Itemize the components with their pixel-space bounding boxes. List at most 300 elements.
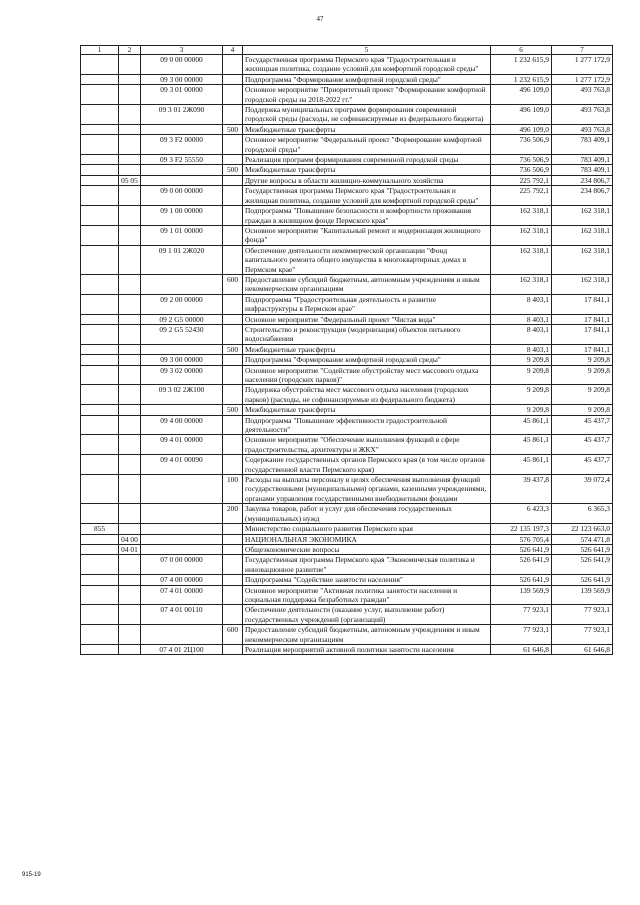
item-name-cell: Межбюджетные трансферты	[243, 405, 491, 415]
expense-type-code-cell	[223, 534, 243, 544]
header-cell-6: 6	[491, 46, 552, 55]
target-article-code-cell: 09 3 02 00000	[141, 365, 223, 385]
expense-type-code-cell	[223, 415, 243, 435]
amount-year-1-cell: 1 232 615,9	[491, 55, 552, 75]
amount-year-2-cell: 526 641,9	[552, 555, 613, 575]
expense-type-code-cell: 100	[223, 475, 243, 504]
amount-year-2-cell: 17 841,1	[552, 294, 613, 314]
table-row	[81, 314, 613, 324]
target-article-code-cell: 09 1 01 2Ж020	[141, 245, 223, 274]
target-article-code-cell: 07 0 00 00000	[141, 555, 223, 575]
section-code-cell	[119, 225, 141, 245]
table-row	[81, 55, 613, 75]
expense-type-code-cell: 500	[223, 405, 243, 415]
header-cell-2: 2	[119, 46, 141, 55]
expense-type-code-cell	[223, 455, 243, 475]
amount-year-1-cell: 162 318,1	[491, 245, 552, 274]
item-name-cell: Государственная программа Пермского края "Градостроительная и жилищная политика, создание условий для комфортной городской среды"	[243, 186, 491, 206]
target-article-code-cell	[141, 524, 223, 534]
target-article-code-cell	[141, 175, 223, 185]
target-article-code-cell: 09 4 01 00090	[141, 455, 223, 475]
table-row	[81, 504, 613, 524]
table-header-row	[81, 46, 613, 55]
amount-year-1-cell: 496 109,0	[491, 105, 552, 125]
vedomstvo-code-cell	[81, 575, 119, 585]
section-code-cell	[119, 435, 141, 455]
header-cell-1: 1	[81, 46, 119, 55]
vedomstvo-code-cell	[81, 544, 119, 554]
item-name-cell: Закупка товаров, работ и услуг для обеспечения государственных (муниципальных) нужд	[243, 504, 491, 524]
amount-year-1-cell: 225 792,1	[491, 175, 552, 185]
section-code-cell	[119, 274, 141, 294]
expense-type-code-cell	[223, 105, 243, 125]
expense-type-code-cell	[223, 385, 243, 405]
amount-year-1-cell: 526 641,9	[491, 544, 552, 554]
target-article-code-cell: 09 3 F2 55550	[141, 155, 223, 165]
item-name-cell: Подпрограмма "Содействие занятости населения"	[243, 575, 491, 585]
expense-type-code-cell	[223, 206, 243, 226]
expense-type-code-cell	[223, 135, 243, 155]
target-article-code-cell: 09 3 01 00000	[141, 85, 223, 105]
section-code-cell	[119, 124, 141, 134]
vedomstvo-code-cell	[81, 245, 119, 274]
vedomstvo-code-cell	[81, 385, 119, 405]
table-row	[81, 324, 613, 344]
table-row	[81, 555, 613, 575]
table-row	[81, 435, 613, 455]
section-code-cell	[119, 475, 141, 504]
amount-year-1-cell: 9 209,8	[491, 405, 552, 415]
target-article-code-cell: 07 4 01 00000	[141, 585, 223, 605]
target-article-code-cell: 09 3 00 00000	[141, 74, 223, 84]
vedomstvo-code-cell	[81, 74, 119, 84]
section-code-cell	[119, 105, 141, 125]
amount-year-1-cell: 736 506,9	[491, 135, 552, 155]
table-row	[81, 135, 613, 155]
amount-year-2-cell: 493 763,8	[552, 105, 613, 125]
amount-year-2-cell: 17 841,1	[552, 344, 613, 354]
expense-type-code-cell	[223, 245, 243, 274]
vedomstvo-code-cell	[81, 504, 119, 524]
expense-type-code-cell	[223, 85, 243, 105]
item-name-cell: Предоставление субсидий бюджетным, автономным учреждениям и иным некоммерческим организациям	[243, 274, 491, 294]
vedomstvo-code-cell	[81, 155, 119, 165]
amount-year-2-cell: 61 646,8	[552, 644, 613, 654]
table-row	[81, 175, 613, 185]
amount-year-2-cell: 493 763,8	[552, 85, 613, 105]
amount-year-1-cell: 22 135 197,3	[491, 524, 552, 534]
expense-type-code-cell: 500	[223, 344, 243, 354]
expense-type-code-cell	[223, 585, 243, 605]
table-row	[81, 225, 613, 245]
target-article-code-cell: 09 0 00 00000	[141, 55, 223, 75]
section-code-cell	[119, 85, 141, 105]
expense-type-code-cell: 500	[223, 165, 243, 175]
amount-year-1-cell: 526 641,9	[491, 575, 552, 585]
amount-year-2-cell: 783 409,1	[552, 165, 613, 175]
amount-year-2-cell: 9 209,8	[552, 405, 613, 415]
section-code-cell: 04 00	[119, 534, 141, 544]
target-article-code-cell: 09 2 G5 00000	[141, 314, 223, 324]
section-code-cell	[119, 555, 141, 575]
expense-type-code-cell	[223, 365, 243, 385]
item-name-cell: Государственная программа Пермского края "Градостроительная и жилищная политика, создание условий для комфортной городской среды"	[243, 55, 491, 75]
amount-year-2-cell: 9 209,8	[552, 355, 613, 365]
amount-year-1-cell: 39 437,8	[491, 475, 552, 504]
section-code-cell	[119, 405, 141, 415]
header-cell-4: 4	[223, 46, 243, 55]
item-name-cell: Общеэкономические вопросы	[243, 544, 491, 554]
item-name-cell: Поддержка обустройства мест массового отдыха населения (городских парков) (расходы, не софинансируемые из федерального бюджета)	[243, 385, 491, 405]
item-name-cell: Содержание государственных органов Пермского края (в том числе органов государственной власти Пермского края)	[243, 455, 491, 475]
amount-year-2-cell: 45 437,7	[552, 435, 613, 455]
amount-year-2-cell: 77 923,1	[552, 605, 613, 625]
item-name-cell: Основное мероприятие "Обеспечение выполнения функций в сфере градостроительства, архитектуры и ЖКХ"	[243, 435, 491, 455]
expense-type-code-cell	[223, 524, 243, 534]
amount-year-1-cell: 77 923,1	[491, 605, 552, 625]
amount-year-2-cell: 493 763,8	[552, 124, 613, 134]
amount-year-1-cell: 8 403,1	[491, 294, 552, 314]
amount-year-1-cell: 8 403,1	[491, 314, 552, 324]
expense-type-code-cell	[223, 294, 243, 314]
table-row	[81, 344, 613, 354]
amount-year-2-cell: 783 409,1	[552, 135, 613, 155]
amount-year-2-cell: 162 318,1	[552, 274, 613, 294]
amount-year-2-cell: 17 841,1	[552, 314, 613, 324]
expense-type-code-cell	[223, 324, 243, 344]
table-row	[81, 206, 613, 226]
amount-year-1-cell: 8 403,1	[491, 324, 552, 344]
section-code-cell	[119, 625, 141, 645]
target-article-code-cell: 09 3 F2 00000	[141, 135, 223, 155]
section-code-cell	[119, 155, 141, 165]
vedomstvo-code-cell	[81, 585, 119, 605]
vedomstvo-code-cell: 855	[81, 524, 119, 534]
table-row	[81, 85, 613, 105]
expense-type-code-cell	[223, 155, 243, 165]
target-article-code-cell	[141, 405, 223, 415]
footer-code: 915-19	[22, 872, 41, 878]
item-name-cell: Строительство и реконструкция (модернизация) объектов питьевого водоснабжения	[243, 324, 491, 344]
vedomstvo-code-cell	[81, 415, 119, 435]
item-name-cell: Межбюджетные трансферты	[243, 124, 491, 134]
table-row	[81, 385, 613, 405]
table-row	[81, 415, 613, 435]
page-number: 47	[316, 15, 324, 23]
target-article-code-cell	[141, 165, 223, 175]
section-code-cell	[119, 524, 141, 534]
section-code-cell: 05 05	[119, 175, 141, 185]
amount-year-1-cell: 45 861,1	[491, 435, 552, 455]
item-name-cell: Межбюджетные трансферты	[243, 344, 491, 354]
table-row	[81, 585, 613, 605]
table-row	[81, 124, 613, 134]
target-article-code-cell: 09 1 01 00000	[141, 225, 223, 245]
vedomstvo-code-cell	[81, 135, 119, 155]
section-code-cell	[119, 644, 141, 654]
item-name-cell: Основное мероприятие "Федеральный проект "Формирование комфортной городской среды"	[243, 135, 491, 155]
vedomstvo-code-cell	[81, 105, 119, 125]
item-name-cell: Реализация программ формирования современной городской среды	[243, 155, 491, 165]
vedomstvo-code-cell	[81, 365, 119, 385]
amount-year-1-cell: 496 109,0	[491, 85, 552, 105]
item-name-cell: НАЦИОНАЛЬНАЯ ЭКОНОМИКА	[243, 534, 491, 544]
item-name-cell: Подпрограмма "Формирование комфортной городской среды"	[243, 74, 491, 84]
amount-year-2-cell: 783 409,1	[552, 155, 613, 165]
table-row	[81, 524, 613, 534]
table-row	[81, 186, 613, 206]
expense-type-code-cell	[223, 74, 243, 84]
item-name-cell: Подпрограмма "Повышение безопасности и комфортности проживания граждан в жилищном фонде Пермского края"	[243, 206, 491, 226]
section-code-cell	[119, 504, 141, 524]
target-article-code-cell	[141, 534, 223, 544]
target-article-code-cell: 09 4 00 00000	[141, 415, 223, 435]
table-row	[81, 475, 613, 504]
table-row	[81, 74, 613, 84]
vedomstvo-code-cell	[81, 186, 119, 206]
amount-year-2-cell: 234 806,7	[552, 175, 613, 185]
section-code-cell	[119, 165, 141, 175]
target-article-code-cell	[141, 124, 223, 134]
amount-year-2-cell: 9 209,8	[552, 365, 613, 385]
table-row	[81, 544, 613, 554]
amount-year-2-cell: 45 437,7	[552, 415, 613, 435]
target-article-code-cell: 07 4 00 00000	[141, 575, 223, 585]
vedomstvo-code-cell	[81, 314, 119, 324]
section-code-cell	[119, 135, 141, 155]
item-name-cell: Другие вопросы в области жилищно-коммунального хозяйства	[243, 175, 491, 185]
vedomstvo-code-cell	[81, 85, 119, 105]
expense-type-code-cell	[223, 435, 243, 455]
item-name-cell: Расходы на выплаты персоналу в целях обеспечения выполнения функций государственными (муниципальными) органами, казенными учреждениями, органами управления государственными внебюджетными фондами	[243, 475, 491, 504]
vedomstvo-code-cell	[81, 206, 119, 226]
target-article-code-cell: 07 4 01 00110	[141, 605, 223, 625]
target-article-code-cell: 09 3 02 2Ж100	[141, 385, 223, 405]
table-row	[81, 105, 613, 125]
section-code-cell: 04 01	[119, 544, 141, 554]
target-article-code-cell	[141, 544, 223, 554]
section-code-cell	[119, 365, 141, 385]
expense-type-code-cell	[223, 314, 243, 324]
target-article-code-cell: 09 3 01 2Ж090	[141, 105, 223, 125]
table-row	[81, 625, 613, 645]
table-row	[81, 165, 613, 175]
amount-year-2-cell: 9 209,8	[552, 385, 613, 405]
table-row	[81, 605, 613, 625]
section-code-cell	[119, 455, 141, 475]
expense-type-code-cell: 600	[223, 274, 243, 294]
table-row	[81, 155, 613, 165]
expense-type-code-cell	[223, 575, 243, 585]
section-code-cell	[119, 206, 141, 226]
section-code-cell	[119, 585, 141, 605]
table-row	[81, 365, 613, 385]
expense-type-code-cell	[223, 555, 243, 575]
section-code-cell	[119, 605, 141, 625]
target-article-code-cell: 09 2 00 00000	[141, 294, 223, 314]
table-row	[81, 294, 613, 314]
amount-year-2-cell: 526 641,9	[552, 544, 613, 554]
amount-year-1-cell: 45 861,1	[491, 415, 552, 435]
target-article-code-cell: 09 3 00 00000	[141, 355, 223, 365]
table-row	[81, 644, 613, 654]
vedomstvo-code-cell	[81, 405, 119, 415]
amount-year-1-cell: 61 646,8	[491, 644, 552, 654]
section-code-cell	[119, 314, 141, 324]
vedomstvo-code-cell	[81, 475, 119, 504]
vedomstvo-code-cell	[81, 165, 119, 175]
expense-type-code-cell	[223, 544, 243, 554]
section-code-cell	[119, 344, 141, 354]
amount-year-1-cell: 496 109,0	[491, 124, 552, 134]
item-name-cell: Основное мероприятие "Федеральный проект "Чистая вода"	[243, 314, 491, 324]
amount-year-1-cell: 139 569,9	[491, 585, 552, 605]
amount-year-2-cell: 1 277 172,9	[552, 55, 613, 75]
expense-type-code-cell	[223, 186, 243, 206]
expense-type-code-cell	[223, 55, 243, 75]
item-name-cell: Министерство социального развития Пермского края	[243, 524, 491, 534]
vedomstvo-code-cell	[81, 435, 119, 455]
section-code-cell	[119, 385, 141, 405]
item-name-cell: Подпрограмма "Градостроительная деятельность и развитие инфраструктуры в Пермском крае"	[243, 294, 491, 314]
amount-year-1-cell: 162 318,1	[491, 206, 552, 226]
table-body	[81, 55, 613, 655]
item-name-cell: Основное мероприятие "Активная политика занятости населения и социальная поддержка безработных граждан"	[243, 585, 491, 605]
item-name-cell: Обеспечение деятельности (оказание услуг, выполнение работ) государственных учреждений (организаций)	[243, 605, 491, 625]
amount-year-2-cell: 162 318,1	[552, 225, 613, 245]
amount-year-2-cell: 45 437,7	[552, 455, 613, 475]
expense-type-code-cell	[223, 175, 243, 185]
item-name-cell: Подпрограмма "Формирование комфортной городской среды"	[243, 355, 491, 365]
amount-year-2-cell: 6 365,3	[552, 504, 613, 524]
amount-year-1-cell: 77 923,1	[491, 625, 552, 645]
amount-year-1-cell: 736 506,9	[491, 155, 552, 165]
header-cell-7: 7	[552, 46, 613, 55]
amount-year-2-cell: 77 923,1	[552, 625, 613, 645]
amount-year-2-cell: 17 841,1	[552, 324, 613, 344]
amount-year-2-cell: 22 123 663,0	[552, 524, 613, 534]
target-article-code-cell: 09 2 G5 52430	[141, 324, 223, 344]
target-article-code-cell	[141, 475, 223, 504]
item-name-cell: Межбюджетные трансферты	[243, 165, 491, 175]
vedomstvo-code-cell	[81, 625, 119, 645]
vedomstvo-code-cell	[81, 124, 119, 134]
vedomstvo-code-cell	[81, 534, 119, 544]
section-code-cell	[119, 74, 141, 84]
amount-year-2-cell: 162 318,1	[552, 245, 613, 274]
section-code-cell	[119, 575, 141, 585]
item-name-cell: Государственная программа Пермского края "Экономическая политика и инновационное развитие"	[243, 555, 491, 575]
item-name-cell: Основное мероприятие "Содействие обустройству мест массового отдыха населения (городских парков)"	[243, 365, 491, 385]
target-article-code-cell	[141, 625, 223, 645]
table-row	[81, 355, 613, 365]
table-row	[81, 534, 613, 544]
vedomstvo-code-cell	[81, 294, 119, 314]
vedomstvo-code-cell	[81, 274, 119, 294]
target-article-code-cell	[141, 274, 223, 294]
amount-year-2-cell: 574 471,8	[552, 534, 613, 544]
amount-year-1-cell: 9 209,8	[491, 385, 552, 405]
vedomstvo-code-cell	[81, 555, 119, 575]
amount-year-2-cell: 234 806,7	[552, 186, 613, 206]
item-name-cell: Поддержка муниципальных программ формирования современной городской среды (расходы, не софинансируемые из федерального бюджета)	[243, 105, 491, 125]
target-article-code-cell: 09 4 01 00000	[141, 435, 223, 455]
expense-type-code-cell	[223, 605, 243, 625]
vedomstvo-code-cell	[81, 344, 119, 354]
item-name-cell: Основное мероприятие "Приоритетный проект "Формирование комфортной городской среды на 2018-2022 гг."	[243, 85, 491, 105]
amount-year-1-cell: 1 232 615,9	[491, 74, 552, 84]
expense-type-code-cell	[223, 355, 243, 365]
section-code-cell	[119, 55, 141, 75]
amount-year-1-cell: 576 705,4	[491, 534, 552, 544]
section-code-cell	[119, 324, 141, 344]
expense-type-code-cell: 500	[223, 124, 243, 134]
amount-year-2-cell: 162 318,1	[552, 206, 613, 226]
table-row	[81, 575, 613, 585]
vedomstvo-code-cell	[81, 55, 119, 75]
target-article-code-cell: 09 1 00 00000	[141, 206, 223, 226]
vedomstvo-code-cell	[81, 355, 119, 365]
header-cell-5: 5	[243, 46, 491, 55]
amount-year-1-cell: 162 318,1	[491, 274, 552, 294]
section-code-cell	[119, 245, 141, 274]
amount-year-1-cell: 9 209,8	[491, 365, 552, 385]
amount-year-1-cell: 162 318,1	[491, 225, 552, 245]
vedomstvo-code-cell	[81, 324, 119, 344]
amount-year-2-cell: 1 277 172,9	[552, 74, 613, 84]
expense-type-code-cell: 200	[223, 504, 243, 524]
header-cell-3: 3	[141, 46, 223, 55]
budget-table	[80, 45, 613, 655]
amount-year-1-cell: 736 506,9	[491, 165, 552, 175]
expense-type-code-cell	[223, 644, 243, 654]
section-code-cell	[119, 355, 141, 365]
amount-year-1-cell: 9 209,8	[491, 355, 552, 365]
vedomstvo-code-cell	[81, 175, 119, 185]
section-code-cell	[119, 415, 141, 435]
expense-type-code-cell: 600	[223, 625, 243, 645]
target-article-code-cell	[141, 344, 223, 354]
item-name-cell: Реализация мероприятий активной политики занятости населения	[243, 644, 491, 654]
amount-year-2-cell: 526 641,9	[552, 575, 613, 585]
section-code-cell	[119, 294, 141, 314]
amount-year-2-cell: 39 072,4	[552, 475, 613, 504]
target-article-code-cell: 09 0 00 00000	[141, 186, 223, 206]
amount-year-2-cell: 139 569,9	[552, 585, 613, 605]
target-article-code-cell	[141, 504, 223, 524]
item-name-cell: Основное мероприятие "Капитальный ремонт и модернизация жилищного фонда"	[243, 225, 491, 245]
target-article-code-cell: 07 4 01 2Ц100	[141, 644, 223, 654]
amount-year-1-cell: 45 861,1	[491, 455, 552, 475]
amount-year-1-cell: 6 423,3	[491, 504, 552, 524]
item-name-cell: Предоставление субсидий бюджетным, автономным учреждениям и иным некоммерческим организациям	[243, 625, 491, 645]
table-row	[81, 274, 613, 294]
item-name-cell: Подпрограмма "Повышение эффективности градостроительной деятельности"	[243, 415, 491, 435]
section-code-cell	[119, 186, 141, 206]
amount-year-1-cell: 225 792,1	[491, 186, 552, 206]
amount-year-1-cell: 526 641,9	[491, 555, 552, 575]
vedomstvo-code-cell	[81, 605, 119, 625]
table-row	[81, 405, 613, 415]
vedomstvo-code-cell	[81, 644, 119, 654]
amount-year-1-cell: 8 403,1	[491, 344, 552, 354]
expense-type-code-cell	[223, 225, 243, 245]
table-row	[81, 455, 613, 475]
vedomstvo-code-cell	[81, 225, 119, 245]
table-row	[81, 245, 613, 274]
vedomstvo-code-cell	[81, 455, 119, 475]
item-name-cell: Обеспечение деятельности некоммерческой организации "Фонд капитального ремонта общего имущества в многоквартирных домах в Пермском крае"	[243, 245, 491, 274]
